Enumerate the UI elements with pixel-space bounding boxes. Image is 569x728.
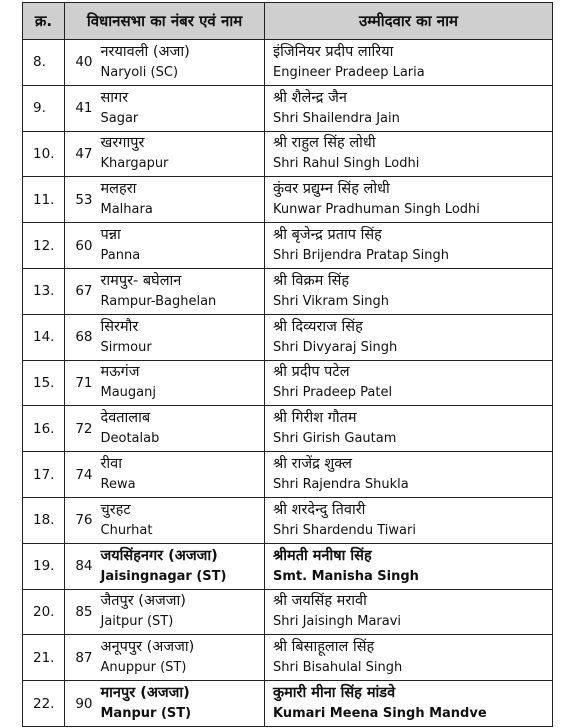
constituency-name-hindi: पन्ना: [100, 227, 121, 244]
constituency-name-hindi: नरयावली (अजा): [100, 43, 190, 60]
candidate-name-hindi: श्री बृजेन्द्र प्रताप सिंह: [273, 227, 382, 244]
constituency-name: [97, 223, 265, 269]
candidate-name-english: Shri Pradeep Patel: [273, 385, 393, 401]
candidate-name-english: Shri Vikram Singh: [273, 293, 390, 309]
table-row: [23, 40, 553, 86]
table-row: [23, 85, 553, 131]
constituency-number: 85: [65, 589, 97, 635]
candidate-table: [22, 2, 553, 727]
table-row: [23, 268, 553, 314]
serial-number: 11.: [23, 177, 65, 223]
constituency-number: 68: [65, 314, 97, 360]
candidate-name-english: Shri Brijendra Pratap Singh: [273, 248, 449, 264]
table-row: [23, 360, 553, 406]
constituency-name-hindi: रीवा: [100, 456, 123, 473]
serial-number: 8.: [23, 40, 65, 86]
constituency-name-english: Jaisingnagar (ST): [100, 568, 227, 584]
constituency-name-english: Sirmour: [100, 339, 152, 355]
serial-number: 20.: [23, 589, 65, 635]
serial-number: 15.: [23, 360, 65, 406]
table-header: [23, 3, 553, 40]
candidate-name: [265, 635, 553, 681]
table-body: [23, 40, 553, 727]
constituency-number: 40: [65, 40, 97, 86]
constituency-name-hindi: मलहरा: [100, 181, 137, 198]
serial-number: 18.: [23, 497, 65, 543]
serial-number: 14.: [23, 314, 65, 360]
table-row: [23, 177, 553, 223]
constituency-number: 53: [65, 177, 97, 223]
constituency-name-hindi: रामपुर- बघेलान: [100, 272, 182, 289]
candidate-name-hindi: श्री गिरीश गौतम: [273, 410, 357, 427]
serial-number: 19.: [23, 543, 65, 589]
constituency-number: 72: [65, 406, 97, 452]
candidate-name-hindi: श्री जयसिंह मरावी: [273, 593, 367, 610]
candidate-name: [265, 589, 553, 635]
constituency-name: [97, 589, 265, 635]
constituency-name: [97, 314, 265, 360]
constituency-name: [97, 268, 265, 314]
constituency-name-english: Manpur (ST): [100, 706, 192, 722]
candidate-name: [265, 85, 553, 131]
constituency-number: 74: [65, 452, 97, 498]
constituency-name-english: Rewa: [100, 477, 136, 493]
header-constituency: विधानसभा का नंबर एवं नाम: [65, 3, 265, 40]
serial-number: 9.: [23, 85, 65, 131]
constituency-name-hindi: जैतपुर (अजजा): [100, 593, 186, 610]
constituency-name: [97, 40, 265, 86]
constituency-name: [97, 497, 265, 543]
constituency-name-english: Malhara: [100, 202, 153, 218]
constituency-name-hindi: मऊगंज: [100, 364, 140, 381]
header-candidate: उम्मीदवार का नाम: [265, 3, 553, 40]
header-serial: क्र.: [23, 3, 65, 40]
table-row: [23, 223, 553, 269]
candidate-name-english: Shri Rahul Singh Lodhi: [273, 156, 420, 172]
candidate-name: [265, 177, 553, 223]
constituency-name: [97, 360, 265, 406]
candidate-name: [265, 452, 553, 498]
table-row: [23, 452, 553, 498]
constituency-number: 90: [65, 681, 97, 727]
candidate-name: [265, 497, 553, 543]
constituency-name-english: Khargapur: [100, 156, 169, 172]
candidate-name-english: Shri Divyaraj Singh: [273, 339, 398, 355]
table-row: [23, 543, 553, 589]
constituency-name-hindi: जयसिंहनगर (अजजा): [100, 547, 218, 564]
candidate-name: [265, 314, 553, 360]
candidate-name-hindi: श्री राजेंद्र शुक्ल: [273, 456, 352, 473]
constituency-name: [97, 452, 265, 498]
constituency-name: [97, 131, 265, 177]
candidate-name: [265, 360, 553, 406]
candidate-name: [265, 131, 553, 177]
candidate-name-hindi: श्री बिसाहूलाल सिंह: [273, 639, 375, 656]
candidate-name-english: Kumari Meena Singh Mandve: [273, 706, 487, 722]
constituency-number: 76: [65, 497, 97, 543]
table-row: [23, 589, 553, 635]
constituency-name-english: Churhat: [100, 522, 153, 538]
constituency-name-english: Sagar: [100, 110, 139, 126]
table-row: [23, 497, 553, 543]
constituency-number: 84: [65, 543, 97, 589]
serial-number: 22.: [23, 681, 65, 727]
candidate-name: [265, 543, 553, 589]
candidate-name-hindi: श्री शैलेन्द्र जैन: [273, 89, 347, 106]
candidate-name-english: Kunwar Pradhuman Singh Lodhi: [273, 202, 480, 218]
candidate-name-english: Shri Jaisingh Maravi: [273, 614, 402, 630]
candidate-name-english: Shri Rajendra Shukla: [273, 477, 409, 493]
constituency-number: 71: [65, 360, 97, 406]
table-row: [23, 681, 553, 727]
table-row: [23, 131, 553, 177]
constituency-name-hindi: चुरहट: [100, 501, 131, 518]
candidate-name: [265, 681, 553, 727]
constituency-name-english: Mauganj: [100, 385, 156, 401]
constituency-name-english: Anuppur (ST): [100, 660, 187, 676]
constituency-name: [97, 681, 265, 727]
candidate-name-hindi: इंजिनियर प्रदीप लारिया: [273, 43, 394, 60]
constituency-name: [97, 543, 265, 589]
candidate-name-hindi: श्री प्रदीप पटेल: [273, 364, 350, 381]
constituency-name-hindi: सागर: [100, 89, 129, 106]
constituency-name-english: Rampur-Baghelan: [100, 293, 217, 309]
table-row: [23, 406, 553, 452]
constituency-number: 47: [65, 131, 97, 177]
constituency-name: [97, 635, 265, 681]
candidate-name-hindi: श्रीमती मनीषा सिंह: [273, 547, 372, 564]
candidate-name: [265, 223, 553, 269]
candidate-name-english: Shri Shailendra Jain: [273, 110, 400, 126]
table-row: [23, 635, 553, 681]
serial-number: 17.: [23, 452, 65, 498]
serial-number: 10.: [23, 131, 65, 177]
candidate-name-english: Engineer Pradeep Laria: [273, 64, 425, 80]
constituency-name-english: Panna: [100, 248, 141, 264]
constituency-name-hindi: देवतालाब: [100, 410, 151, 427]
candidate-name: [265, 268, 553, 314]
table-row: [23, 314, 553, 360]
constituency-name-english: Deotalab: [100, 431, 160, 447]
constituency-name-hindi: अनूपपुर (अजजा): [100, 639, 195, 656]
constituency-name-english: Jaitpur (ST): [100, 614, 174, 630]
candidate-name-english: Shri Girish Gautam: [273, 431, 397, 447]
constituency-name-hindi: मानपुर (अजजा): [100, 685, 190, 702]
constituency-number: 67: [65, 268, 97, 314]
constituency-name: [97, 406, 265, 452]
constituency-name: [97, 177, 265, 223]
candidate-name-english: Smt. Manisha Singh: [273, 568, 419, 584]
candidate-name-hindi: श्री शरदेन्दु तिवारी: [273, 501, 366, 518]
serial-number: 13.: [23, 268, 65, 314]
candidate-name-hindi: श्री विक्रम सिंह: [273, 272, 350, 289]
candidate-name-hindi: श्री राहुल सिंह लोधी: [273, 135, 376, 152]
candidate-name-hindi: श्री दिव्यराज सिंह: [273, 318, 363, 335]
serial-number: 21.: [23, 635, 65, 681]
candidate-name: [265, 40, 553, 86]
constituency-name: [97, 85, 265, 131]
serial-number: 12.: [23, 223, 65, 269]
constituency-number: 87: [65, 635, 97, 681]
candidate-name-english: Shri Shardendu Tiwari: [273, 522, 416, 538]
constituency-number: 60: [65, 223, 97, 269]
constituency-name-english: Naryoli (SC): [100, 64, 179, 80]
candidate-name-english: Shri Bisahulal Singh: [273, 660, 403, 676]
candidate-name: [265, 406, 553, 452]
candidate-name-hindi: कुंवर प्रद्युम्न सिंह लोधी: [273, 181, 390, 198]
candidate-name-hindi: कुमारी मीना सिंह मांडवे: [273, 685, 396, 702]
constituency-name-hindi: खरगापुर: [100, 135, 145, 152]
serial-number: 16.: [23, 406, 65, 452]
constituency-name-hindi: सिरमौर: [100, 318, 139, 335]
constituency-number: 41: [65, 85, 97, 131]
